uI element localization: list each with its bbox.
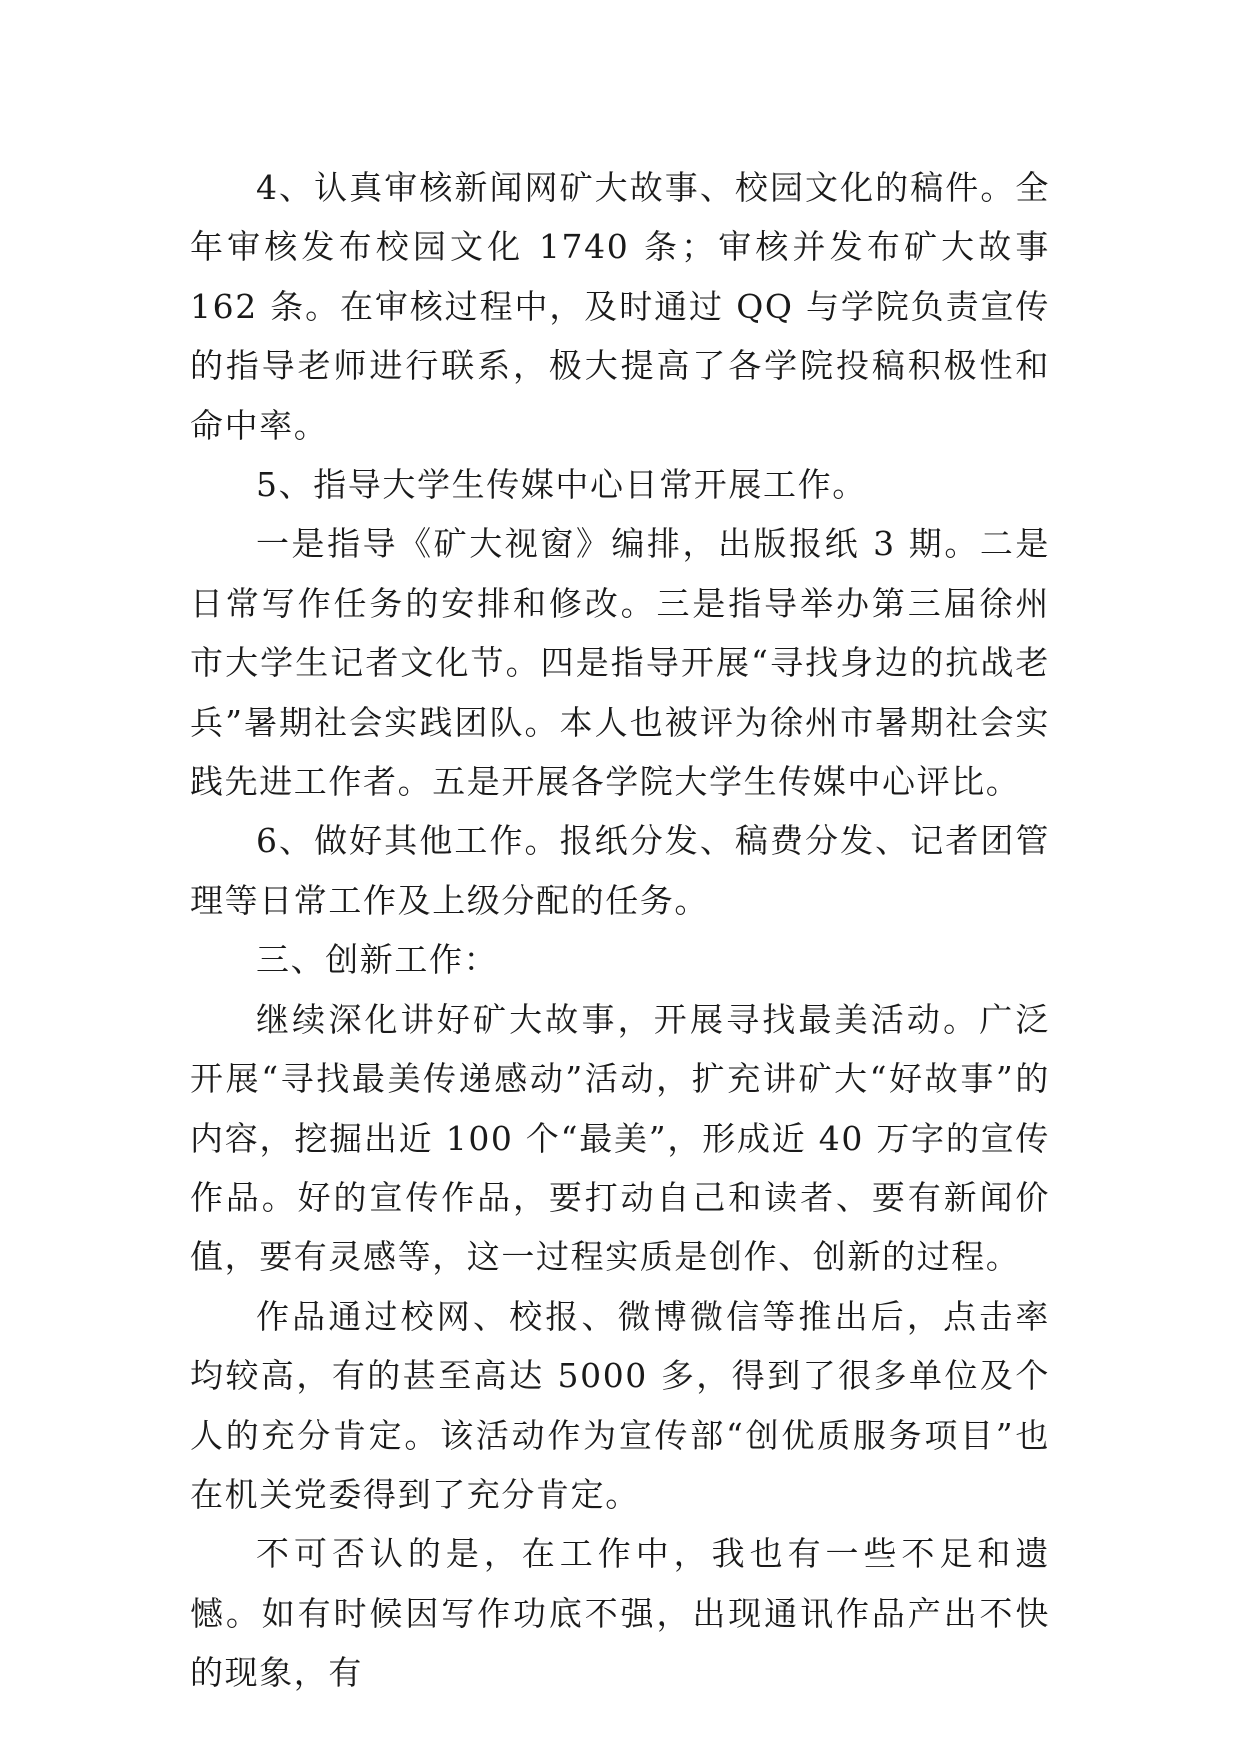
paragraph-shortcomings: 不可否认的是，在工作中，我也有一些不足和遗憾。如有时候因写作功底不强，出现通讯作品产出不快的现象，有	[190, 1534, 1050, 1693]
paragraph-other-work: 6、做好其他工作。报纸分发、稿费分发、记者团管理等日常工作及上级分配的任务。	[190, 821, 1050, 920]
paragraph-review-manuscripts: 4、认真审核新闻网矿大故事、校园文化的稿件。全年审核发布校园文化 1740 条；审核并发布矿大故事 162 条。在审核过程中，及时通过 QQ 与学院负责宣传的指导老师进行联系，极大提高了各学院投稿积极性和命中率。	[190, 168, 1050, 445]
section-heading-innovation: 三、创新工作：	[256, 940, 499, 980]
paragraph-find-the-most-beautiful: 继续深化讲好矿大故事，开展寻找最美活动。广泛开展“寻找最美传递感动”活动，扩充讲矿大“好故事”的内容，挖掘出近 100 个“最美”，形成近 40 万字的宣传作品。好的宣传作品，要打动自己和读者、要有新闻价值，要有灵感等，这一过程实质是创作、创新的过程。	[190, 999, 1050, 1277]
paragraph-guide-media-center: 5、指导大学生传媒中心日常开展工作。	[256, 465, 867, 505]
document-body	[190, 158, 1050, 1703]
paragraph-works-feedback: 作品通过校网、校报、微博微信等推出后，点击率均较高，有的甚至高达 5000 多，得到了很多单位及个人的充分肯定。该活动作为宣传部“创优质服务项目”也在机关党委得到了充分肯定。	[190, 1296, 1050, 1514]
paragraph-media-center-details: 一是指导《矿大视窗》编排，出版报纸 3 期。二是日常写作任务的安排和修改。三是指导举办第三届徐州市大学生记者文化节。四是指导开展“寻找身边的抗战老兵”暑期社会实践团队。本人也被评为徐州市暑期社会实践先进工作者。五是开展各学院大学生传媒中心评比。	[190, 524, 1050, 802]
